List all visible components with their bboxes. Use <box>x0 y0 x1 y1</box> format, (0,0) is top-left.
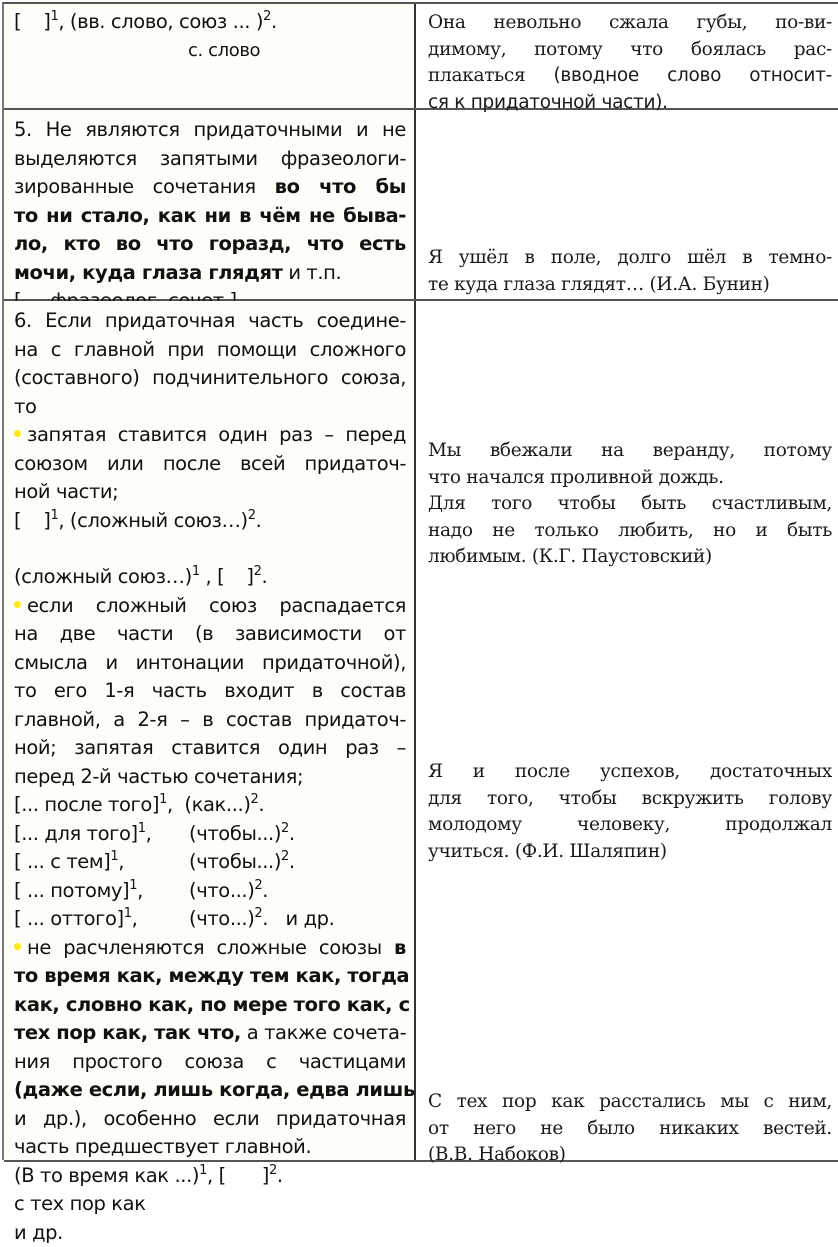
superscript: 2 <box>281 821 289 836</box>
pair-sub: (чтобы...) <box>189 850 281 873</box>
rule-bold: мочи, куда глаза глядят <box>14 261 283 284</box>
scheme-period: . <box>256 509 262 532</box>
example-line: димому, потому что боялась рас- <box>428 37 832 64</box>
rule-line: и др. <box>14 1219 406 1247</box>
superscript: 2 <box>281 849 289 864</box>
rule-line: и др.), особенно если придаточная <box>14 1105 406 1134</box>
bullet-line <box>14 934 406 963</box>
rule-line: союзом или после всей придаточ- <box>14 450 406 479</box>
bracket-open: [ <box>14 10 21 33</box>
pair-tail: и др. <box>286 907 335 930</box>
rule-bold: в <box>394 936 406 959</box>
rule-line: с тех пор как <box>14 1190 406 1219</box>
bracket-close: ] <box>43 509 50 532</box>
rule-line <box>14 991 406 1020</box>
rule-bold: как, словно как, по мере того как, с <box>14 993 410 1016</box>
rule-line: ной части; <box>14 478 406 507</box>
superscript: 2 <box>263 9 271 24</box>
superscript: 2 <box>254 906 262 921</box>
rule-line <box>14 202 406 231</box>
scheme-sublabel: с. слово <box>14 37 406 66</box>
rule-bold: тех пор как, так что, <box>14 1021 241 1044</box>
rule-line <box>14 173 406 202</box>
superscript: 2 <box>248 508 256 523</box>
pair-line: [ ... оттого]$^1$, $(что...)^2$. и др. <box>14 905 406 934</box>
example-block <box>428 10 832 116</box>
rule-text: если сложный союз распадается <box>27 594 406 617</box>
pair-sub: (что...) <box>189 879 254 902</box>
bracket-close: ] <box>43 10 50 33</box>
superscript: 1 <box>192 564 200 579</box>
rule-line: ния простого союза с частицами <box>14 1048 406 1077</box>
example-line: что начался проливной дождь. <box>428 465 832 492</box>
rule-line: часть предшествует главной. <box>14 1133 406 1162</box>
superscript: 1 <box>50 508 58 523</box>
example-line: Я ушёл в поле, долго шёл в темно- <box>428 245 832 272</box>
rule-line: ной; запятая ставится один раз – <box>14 734 406 763</box>
example-text: плакаться <box>428 65 525 86</box>
pair-main: [... для того] <box>14 822 138 845</box>
rule-cell <box>4 301 416 1160</box>
pair-line: [ ... с тем]$^1$, (чтобы...)$^2$. <box>14 848 406 877</box>
bullet-icon <box>14 601 21 608</box>
example-line: для того, чтобы вскружить голову <box>428 786 832 813</box>
superscript: 2 <box>269 1163 277 1178</box>
pair-main: [ ... потому] <box>14 879 129 902</box>
pair-line: [... для того]$^1$, (чтобы...)$^2$. <box>14 820 406 849</box>
example-note: ся к придаточной части). <box>428 90 832 117</box>
bullet-icon <box>14 430 21 437</box>
rule-line: то <box>14 393 406 422</box>
superscript: 2 <box>254 878 262 893</box>
example-block <box>428 1089 832 1169</box>
rules-table <box>2 2 838 1160</box>
example-block <box>428 759 832 865</box>
scheme-line <box>14 563 406 592</box>
rule-cell <box>4 4 416 108</box>
example-line: те куда глаза глядят… (И.А. Бунин) <box>428 272 832 299</box>
example-line: Я и после успехов, достаточных <box>428 759 832 786</box>
bracket-open: [ <box>14 509 21 532</box>
rule-line <box>14 1019 406 1048</box>
scheme-period: . <box>271 10 277 33</box>
rule-bold: то время как, между тем как, тогда <box>14 964 409 987</box>
pair-main: [ ... оттого] <box>14 907 124 930</box>
rule-line: на с главной при помощи сложного <box>14 336 406 365</box>
pair-main: [... после того] <box>14 793 159 816</box>
example-line: любимым. (К.Г. Паустовский) <box>428 544 832 571</box>
superscript: 1 <box>110 849 118 864</box>
example-line: Мы вбежали на веранду, потому <box>428 438 832 465</box>
example-cell <box>416 4 838 108</box>
superscript: 1 <box>124 906 132 921</box>
example-cell <box>416 110 838 299</box>
bracket-close: ] <box>262 1164 269 1187</box>
rule-line <box>14 259 406 288</box>
rule-text: и т.п. <box>288 261 341 284</box>
scheme-line <box>14 507 406 536</box>
scheme-text: , [ <box>200 565 225 588</box>
example-line: Она невольно сжала губы, по-ви- <box>428 10 832 37</box>
rule-bold: (даже если, лишь когда, едва лишь <box>14 1078 415 1101</box>
scheme-text: , (вв. слово, союз ... ) <box>58 10 263 33</box>
example-line: молодому человеку, продолжал <box>428 812 832 839</box>
scheme-text: , (сложный союз…) <box>58 509 247 532</box>
rule-line: перед 2-й частью сочетания; <box>14 763 406 792</box>
rule-bold: во что бы <box>275 175 406 198</box>
bullet-line <box>14 592 406 621</box>
spacer <box>14 535 406 563</box>
superscript: 1 <box>159 792 167 807</box>
superscript: 1 <box>129 878 137 893</box>
rule-line <box>14 1076 406 1105</box>
scheme-period: . <box>261 565 267 588</box>
scheme-line <box>14 8 406 37</box>
rule-text: зированные сочетания <box>14 175 256 198</box>
example-cell <box>416 301 838 1160</box>
rule-line: выделяются запятыми фразеологи- <box>14 145 406 174</box>
superscript: 2 <box>251 792 259 807</box>
table-row <box>4 110 838 301</box>
example-line: учиться. (Ф.И. Шаляпин) <box>428 839 832 866</box>
rule-line <box>14 962 406 991</box>
table-row <box>4 301 838 1162</box>
example-line: Для того чтобы быть счастливым, <box>428 491 832 518</box>
example-line: надо не только любить, но и быть <box>428 518 832 545</box>
scheme-line <box>14 1162 406 1191</box>
rule-line: 5. Не являются придаточными и не <box>14 116 406 145</box>
rule-line <box>14 230 406 259</box>
rule-line: смысла и интонации придаточной), <box>14 649 406 678</box>
example-line: от него не было никаких вестей. <box>428 1116 832 1143</box>
pair-main: [ ... с тем] <box>14 850 110 873</box>
pair-line: [ ... потому]$^1$, $(что...)^2$. <box>14 877 406 906</box>
example-line: (В.В. Набоков) <box>428 1142 832 1169</box>
scheme-period: . <box>277 1164 283 1187</box>
scheme-text: (В то время как ...) <box>14 1164 199 1187</box>
example-line: С тех пор как расстались мы с ним, <box>428 1089 832 1116</box>
rule-text: не расчленяются сложные союзы <box>27 936 382 959</box>
example-block <box>428 438 832 571</box>
rule-line: на две части (в зависимости от <box>14 620 406 649</box>
rule-cell <box>4 110 416 299</box>
rule-text: а также сочета- <box>247 1021 407 1044</box>
rule-line: (составного) подчинительного союза, <box>14 364 406 393</box>
conjunction-pairs <box>14 791 406 934</box>
bracket-close: ] <box>246 565 253 588</box>
scheme-text: , [ <box>207 1164 226 1187</box>
superscript: 1 <box>50 9 58 24</box>
pair-line: [... после того]$^1$, $(как...)^2$. <box>14 791 406 820</box>
superscript: 1 <box>138 821 146 836</box>
rule-bold: ло, кто во что горазд, что есть <box>14 232 406 255</box>
bullet-icon <box>14 943 21 950</box>
pair-sub: (чтобы...) <box>189 822 281 845</box>
scheme-text: (сложный союз…) <box>14 565 192 588</box>
superscript: 1 <box>199 1163 207 1178</box>
pair-sub: (как...) <box>184 793 250 816</box>
rule-line: то его 1-я часть входит в состав <box>14 677 406 706</box>
rule-line: 6. Если придаточная часть соедине- <box>14 307 406 336</box>
example-note: (вводное слово относит- <box>553 65 832 86</box>
example-block <box>428 245 832 298</box>
rule-text: запятая ставится один раз – перед <box>27 423 406 446</box>
superscript: 2 <box>254 564 262 579</box>
pair-sub: (что...) <box>189 907 254 930</box>
example-line <box>428 63 832 90</box>
rule-line: главной, а 2-я – в состав придаточ- <box>14 706 406 735</box>
rule-bold: то ни стало, как ни в чём не быва- <box>14 204 406 227</box>
table-row <box>4 4 838 110</box>
bullet-line <box>14 421 406 450</box>
